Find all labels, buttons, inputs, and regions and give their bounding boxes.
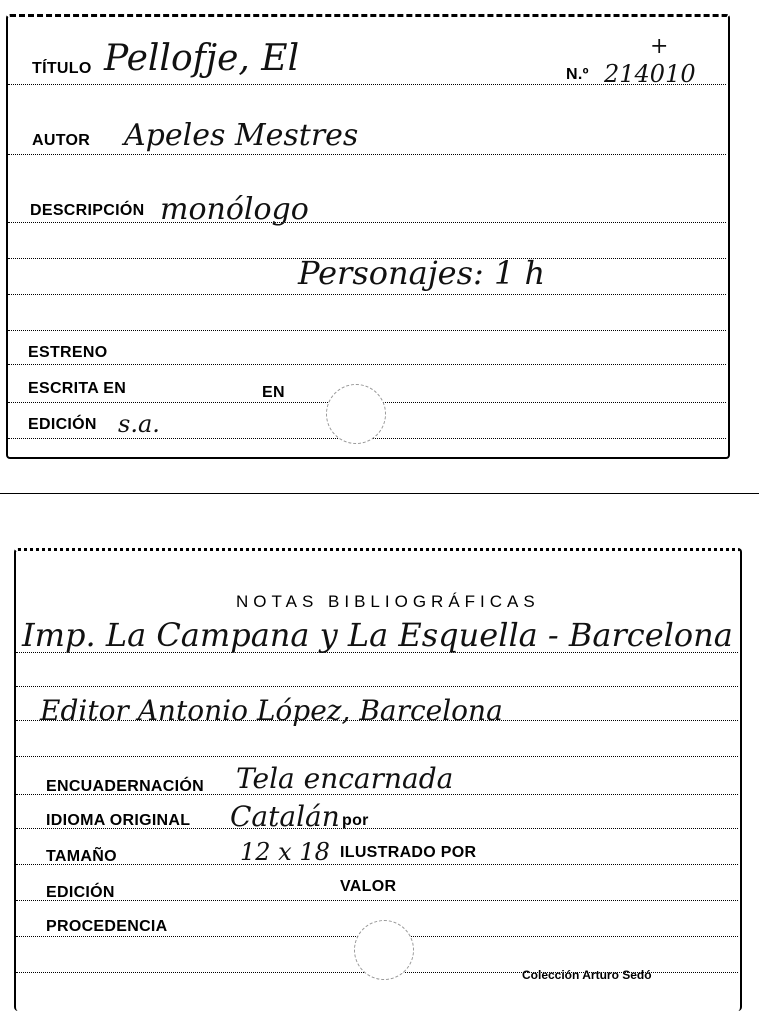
- descripcion-label: DESCRIPCIÓN: [30, 202, 145, 219]
- estreno-label: ESTRENO: [28, 344, 108, 361]
- idioma-label: IDIOMA ORIGINAL: [46, 812, 191, 829]
- numero-label: N.º: [566, 66, 589, 83]
- note-line-2: Editor Antonio López, Barcelona: [40, 694, 503, 727]
- procedencia-label: PROCEDENCIA: [46, 918, 168, 935]
- numero-value: 214010: [604, 60, 696, 88]
- titulo-label: TÍTULO: [32, 60, 92, 77]
- ilustrado-label: ILUSTRADO POR: [340, 844, 477, 861]
- card-separator: [0, 493, 759, 494]
- notas-bibliograficas-title: NOTAS BIBLIOGRÁFICAS: [236, 592, 540, 611]
- idioma-value: Catalán: [230, 800, 340, 833]
- autor-label: AUTOR: [32, 132, 91, 149]
- escrita-en-label: ESCRITA EN: [28, 380, 127, 397]
- punch-hole: [354, 920, 414, 980]
- encuadernacion-value: Tela encarnada: [236, 762, 454, 795]
- rule-line: [8, 330, 726, 331]
- rule-line: [16, 900, 738, 901]
- autor-value: Apeles Mestres: [124, 118, 359, 153]
- personajes-value: Personajes: 1 h: [298, 254, 546, 292]
- rule-line: [8, 222, 726, 223]
- tamano-value: 12 x 18: [240, 838, 330, 866]
- titulo-value: Pellofje, El: [104, 38, 300, 79]
- rule-line: [16, 686, 738, 687]
- rule-line: [8, 294, 726, 295]
- encuadernacion-label: ENCUADERNACIÓN: [46, 778, 204, 795]
- por-label: por: [342, 812, 369, 829]
- en-label: EN: [262, 384, 285, 401]
- rule-line: [8, 364, 726, 365]
- note-line-1: Imp. La Campana y La Esquella - Barcelona: [22, 616, 733, 654]
- collection-footer: Colección Arturo Sedó: [522, 968, 652, 982]
- descripcion-value: monólogo: [160, 192, 309, 227]
- edicion-label: EDICIÓN: [28, 416, 97, 433]
- rule-line: [16, 756, 738, 757]
- edicion2-label: EDICIÓN: [46, 884, 115, 901]
- tamano-label: TAMAÑO: [46, 848, 117, 865]
- punch-hole: [326, 384, 386, 444]
- rule-line: [16, 864, 738, 865]
- rule-line: [8, 154, 726, 155]
- edicion-value: s.a.: [118, 410, 160, 438]
- numero-mark: +: [650, 34, 669, 59]
- valor-label: VALOR: [340, 878, 397, 895]
